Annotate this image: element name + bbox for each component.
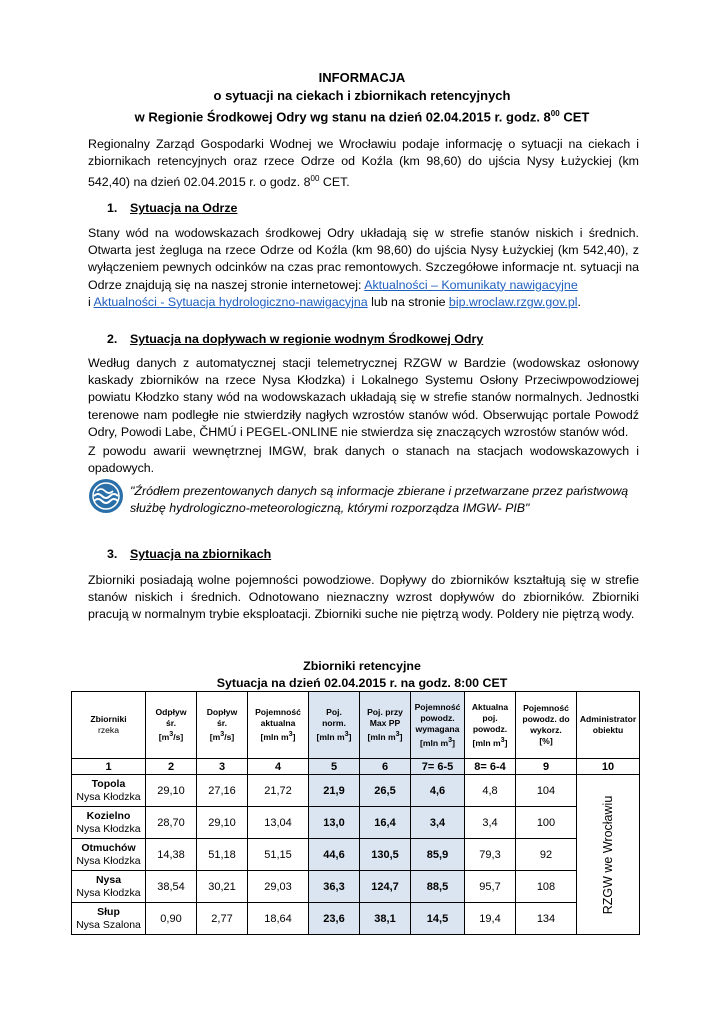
link-komunikaty-nawigacyjne[interactable]: Aktualności – Komunikaty nawigacyjne — [364, 277, 578, 292]
table-title: Zbiorniki retencyjne — [303, 659, 421, 673]
intro-end: CET. — [319, 175, 350, 190]
section2-paragraph1: Według danych z automatycznej stacji telemetrycznej RZGW w Bardzie (wodowskaz osłonowy kaskady zbiorników na rzece Nysa Kłodzka) i Lokalnego Systemu Osłony Przeciwpowodziowej powiatu Kłodzko stany wód na wodowskazach układają się w strefie stanów normalnych. Jednostki terenowe nam podległe nie stwierdziły nagłych wzrostów stanów wód. Obserwując portale Powodź Odry, Powodi Labe, ČHMÚ i PEGEL-ONLINE nie stwierdza się znaczących wzrostów stanów wód. — [88, 356, 639, 439]
link-bip[interactable]: bip.wroclaw.rzgw.gov.pl — [448, 294, 578, 309]
table-row — [72, 775, 640, 807]
table-row — [72, 839, 640, 871]
section2-paragraph2: Z powodu awarii wewnętrznej IMGW, brak danych o stanach na stacjach wodowskazowych i opadowych. — [88, 444, 639, 476]
max-capacity-cell: 26,5 — [360, 775, 411, 807]
col9-l3: wykorz. — [530, 725, 562, 735]
col6-l2: Max PP — [369, 718, 401, 729]
col-header-poj-max-pp — [360, 692, 411, 759]
col2-l1: Odpływ — [155, 707, 187, 718]
col5-l3end: ] — [348, 731, 352, 742]
actual-flood-capacity-cell: 19,4 — [465, 903, 516, 935]
normal-capacity-cell: 23,6 — [309, 903, 360, 935]
col6-l1: Poj. przy — [367, 707, 403, 718]
reservoir-name-cell — [72, 903, 146, 935]
inflow-cell: 30,21 — [197, 871, 248, 903]
index-cell: 4 — [248, 759, 309, 775]
river-name: Nysa Kłodzka — [76, 790, 141, 803]
required-flood-capacity-cell: 4,6 — [411, 775, 465, 807]
reservoir-name-cell — [72, 807, 146, 839]
col4-l2: aktualna — [260, 718, 296, 729]
section1-and: i — [88, 294, 94, 309]
table-row — [72, 903, 640, 935]
imgw-logo-icon — [88, 478, 124, 514]
col4-l1: Pojemność — [255, 707, 301, 718]
max-capacity-cell: 130,5 — [360, 839, 411, 871]
col3-l2: śr. — [216, 718, 228, 729]
reservoir-name: Nysa — [95, 873, 122, 886]
index-cell: 1 — [72, 759, 146, 775]
date-line-sup: 00 — [550, 109, 560, 118]
col-header-poj-norm — [309, 692, 360, 759]
col4-sup: 3 — [288, 730, 293, 739]
col5-l3: [mln m — [316, 731, 345, 742]
intro-paragraph — [88, 136, 639, 192]
col3-l1: Dopływ — [206, 707, 238, 718]
inflow-cell: 51,18 — [197, 839, 248, 871]
actual-flood-capacity-cell: 79,3 — [465, 839, 516, 871]
reservoir-name-cell — [72, 871, 146, 903]
imgw-source-quote: "Źródłem prezentowanych danych są informacje zbierane i przetwarzane przez państwową służbę hydrologiczno-meteorologiczną, którymi rozporządza IMGW- PIB" — [130, 484, 629, 516]
col1-sub: rzeka — [97, 725, 119, 735]
section1-title: Sytuacja na Odrze — [130, 201, 238, 215]
section1-paragraph — [88, 225, 639, 311]
section1-heading — [107, 200, 237, 217]
doc-date-line — [0, 105, 724, 126]
intro-text: Regionalny Zarząd Gospodarki Wodnej we Wrocławiu podaje informację o sytuacji na ciekach i zbiornikach retencyjnych oraz rzece Odrze od Koźla (km 98,60) do ujścia Nysy Łużyckiej (km 542,40) na dzień 02.04.2015 r. o godz. 8 — [88, 137, 639, 190]
reservoir-name: Topola — [91, 777, 126, 790]
col-header-zbiorniki — [72, 692, 146, 759]
normal-capacity-cell: 13,0 — [309, 807, 360, 839]
table-row — [72, 807, 640, 839]
col8-l4: [mln m — [472, 737, 501, 748]
actual-flood-capacity-cell: 3,4 — [465, 807, 516, 839]
section2-num: 2. — [107, 332, 118, 346]
col-header-pojemnosc-aktualna — [248, 692, 309, 759]
date-line-end: CET — [559, 109, 590, 125]
river-name: Nysa Kłodzka — [76, 854, 141, 867]
col10-l1: Administrator — [579, 714, 637, 724]
river-name: Nysa Kłodzka — [76, 886, 141, 899]
section1-text: Stany wód na wodowskazach środkowej Odry układają się w strefie stanów niskich i średnich. Otwarta jest żegluga na rzece Odrze od Koźla (km 98,60) do ujścia Nysy Łużyckiej (km 542,40), z wyłączeniem pewnych odcinków na czas prac remontowych. Szczegółowe informacje nt. sytuacji na Odrze znajdują się na naszej stronie internetowej: — [88, 226, 639, 292]
section3-title: Sytuacja na zbiornikach — [130, 547, 272, 561]
col6-sup: 3 — [395, 730, 400, 739]
col5-l1: Poj. — [326, 707, 342, 718]
col-header-doplyw — [197, 692, 248, 759]
col8-l1: Aktualna — [471, 701, 509, 712]
col-header-poj-wymagana — [411, 692, 465, 759]
administrator-cell — [577, 775, 640, 935]
doc-subtitle: o sytuacji na ciekach i zbiornikach retencyjnych — [213, 88, 511, 103]
current-capacity-cell: 21,72 — [248, 775, 309, 807]
capacity-percent-cell: 92 — [516, 839, 577, 871]
reservoir-name-cell — [72, 775, 146, 807]
col5-sup: 3 — [344, 730, 349, 739]
col3-l3end: /s] — [224, 731, 235, 742]
current-capacity-cell: 51,15 — [248, 839, 309, 871]
index-cell: 8= 6-4 — [465, 759, 516, 775]
section1-num: 1. — [107, 201, 118, 215]
normal-capacity-cell: 36,3 — [309, 871, 360, 903]
col7-l2: powodz. — [420, 712, 455, 723]
outflow-cell: 0,90 — [146, 903, 197, 935]
col4-l3end: ] — [292, 731, 296, 742]
col10-l2: obiektu — [592, 725, 624, 735]
index-cell: 3 — [197, 759, 248, 775]
reservoir-name-cell — [72, 839, 146, 871]
col-header-administrator — [577, 692, 640, 759]
col-header-aktualna-poj-powodz — [465, 692, 516, 759]
section2-title: Sytuacja na dopływach w regionie wodnym Środkowej Odry — [130, 332, 484, 346]
table-index-row — [72, 759, 640, 775]
col7-l1: Pojemność — [414, 701, 461, 712]
required-flood-capacity-cell: 14,5 — [411, 903, 465, 935]
index-cell: 9 — [516, 759, 577, 775]
col-header-pojemnosc-wykorz — [516, 692, 577, 759]
col2-l3end: /s] — [173, 731, 184, 742]
intro-sup: 00 — [310, 174, 320, 184]
col8-l4end: ] — [504, 737, 508, 748]
col3-sup: 3 — [220, 730, 225, 739]
col1-label: Zbiorniki — [90, 714, 127, 724]
section1-mid: lub na stronie — [367, 294, 449, 309]
col6-l3end: ] — [399, 731, 403, 742]
col5-l2: norm. — [322, 718, 346, 729]
outflow-cell: 14,38 — [146, 839, 197, 871]
index-cell: 7= 6-5 — [411, 759, 465, 775]
col7-sup: 3 — [448, 735, 453, 744]
capacity-percent-cell: 104 — [516, 775, 577, 807]
max-capacity-cell: 124,7 — [360, 871, 411, 903]
col3-l3: [m — [209, 731, 221, 742]
section3-paragraph: Zbiorniki posiadają wolne pojemności powodziowe. Dopływy do zbiorników kształtują się w strefie stanów niskich i średnich. Odnotowano nieznaczny wzrost dopływów do zbiorników. Zbiorniki pracują w normalnym trybie eksploatacji. Zbiorniki suche nie piętrzą wody. Poldery nie piętrzą wody. — [88, 573, 639, 622]
capacity-percent-cell: 134 — [516, 903, 577, 935]
river-name: Nysa Kłodzka — [76, 822, 141, 835]
normal-capacity-cell: 21,9 — [309, 775, 360, 807]
section3-heading — [107, 546, 271, 563]
current-capacity-cell: 13,04 — [248, 807, 309, 839]
col2-l2: śr. — [165, 718, 177, 729]
inflow-cell: 29,10 — [197, 807, 248, 839]
col8-sup: 3 — [500, 735, 505, 744]
max-capacity-cell: 38,1 — [360, 903, 411, 935]
required-flood-capacity-cell: 88,5 — [411, 871, 465, 903]
index-cell: 5 — [309, 759, 360, 775]
col9-l4: [%] — [539, 736, 553, 746]
table-subtitle: Sytuacja na dzień 02.04.2015 r. na godz. 8:00 CET — [216, 676, 508, 690]
outflow-cell: 38,54 — [146, 871, 197, 903]
doc-title: INFORMACJA — [318, 70, 406, 85]
col7-l4end: ] — [452, 737, 456, 748]
col9-l1: Pojemność — [523, 703, 569, 713]
administrator-label: RZGW we Wrocławiu — [601, 795, 615, 914]
col7-l4: [mln m — [419, 737, 449, 748]
reservoir-name: Słup — [97, 905, 120, 918]
inflow-cell: 2,77 — [197, 903, 248, 935]
col-header-odplyw — [146, 692, 197, 759]
current-capacity-cell: 18,64 — [248, 903, 309, 935]
current-capacity-cell: 29,03 — [248, 871, 309, 903]
col8-l2: poj. — [482, 712, 498, 723]
section1-end: . — [577, 294, 581, 309]
required-flood-capacity-cell: 85,9 — [411, 839, 465, 871]
section2-heading — [107, 331, 483, 348]
col2-sup: 3 — [169, 730, 174, 739]
reservoir-table — [71, 691, 640, 935]
col6-l3: [mln m — [367, 731, 396, 742]
max-capacity-cell: 16,4 — [360, 807, 411, 839]
index-cell: 2 — [146, 759, 197, 775]
index-cell: 10 — [577, 759, 640, 775]
date-line-text: w Regionie Środkowej Odry wg stanu na dzień 02.04.2015 r. godz. 8 — [134, 109, 551, 125]
section3-num: 3. — [107, 547, 118, 561]
outflow-cell: 28,70 — [146, 807, 197, 839]
capacity-percent-cell: 108 — [516, 871, 577, 903]
table-header-row — [72, 692, 640, 759]
col7-l3: wymagana — [415, 723, 460, 734]
actual-flood-capacity-cell: 4,8 — [465, 775, 516, 807]
col8-l3: powodz. — [472, 723, 508, 734]
col2-l3: [m — [158, 731, 170, 742]
col9-l2: powodz. do — [522, 714, 570, 724]
outflow-cell: 29,10 — [146, 775, 197, 807]
inflow-cell: 27,16 — [197, 775, 248, 807]
col4-l3: [mln m — [260, 731, 289, 742]
river-name: Nysa Szalona — [76, 918, 141, 931]
capacity-percent-cell: 100 — [516, 807, 577, 839]
table-row — [72, 871, 640, 903]
link-sytuacja-hydrologiczno-nawigacyjna[interactable]: Aktualności - Sytuacja hydrologiczno-nawigacyjna — [93, 294, 368, 309]
reservoir-name: Kozielno — [86, 809, 131, 822]
normal-capacity-cell: 44,6 — [309, 839, 360, 871]
required-flood-capacity-cell: 3,4 — [411, 807, 465, 839]
actual-flood-capacity-cell: 95,7 — [465, 871, 516, 903]
index-cell: 6 — [360, 759, 411, 775]
reservoir-name: Otmuchów — [81, 841, 136, 854]
